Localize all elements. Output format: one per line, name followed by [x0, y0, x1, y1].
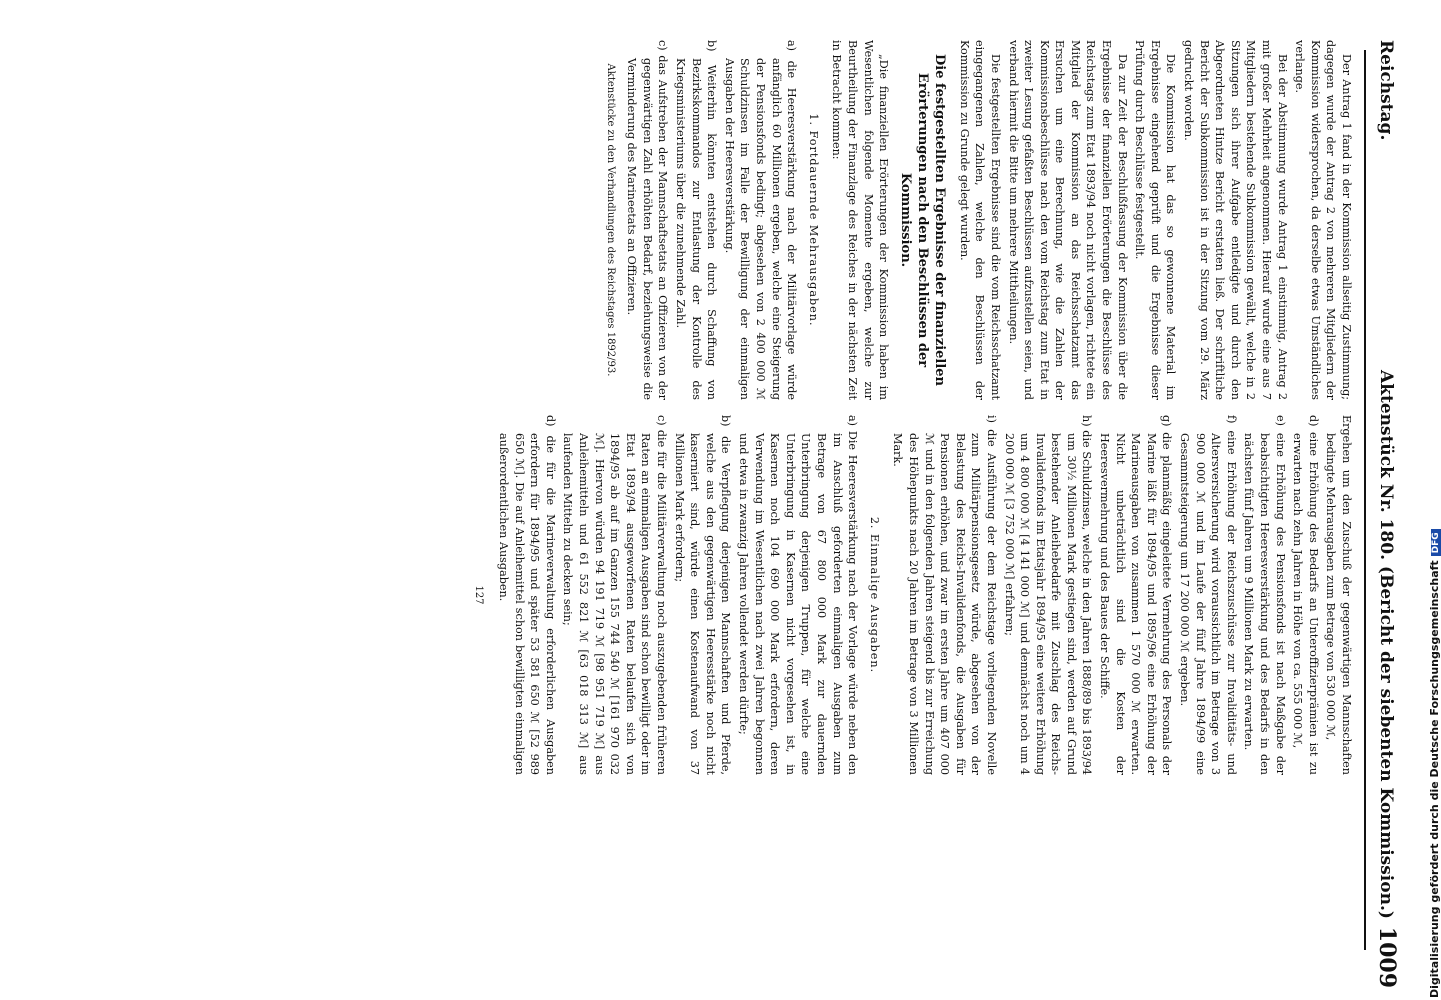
column-left: [234, 40, 1354, 400]
subheading: 2. Einmalige Ausgaben.: [867, 516, 881, 674]
list-item: e) eine Erhöhung des Pensionsfonds ist nach Maßgabe der beabsichtigten Heeresverstärkung und des Bedarfs in den nächsten fünf Jahren um 9 Millionen Mark zu erwarten.: [1242, 415, 1287, 775]
list-item: a) Die Heeresverstärkung nach der Vorlage würde neben den im Anschluß geforderten einmaligen Ausgaben zum Betrage von 67 800 000 Mark zur dauernden Unterbringung derjenigen Truppen, für welche eine Unterbringung in Kasernen nicht vorgesehen ist, in Kasernen noch 104 690 000 Mark erfordern, deren Verwendung im Wesentlichen nach zwei Jahren begonnen und etwa in zwanzig Jahren vollendet werden dürfte;: [737, 415, 860, 775]
page-header: [1368, 40, 1402, 988]
list-item: Ergehen um den Zuschuß der gegenwärtigen Mannschaften bedingte Mehrausgaben zum Betrage von 530 000 ℳ,: [1324, 415, 1353, 775]
header-rule: [1364, 50, 1366, 950]
list-item: b) Weiterhin könnten entstehen durch Schaffung von Bezirkskommandos zur Entlastung der Kontrolle des Kriegsministeriums über die zunehmende Zahl.: [674, 40, 719, 400]
header-left: Reichstag.: [1376, 40, 1396, 141]
paragraph: Die Kommission hat das so gewonnene Material im Ergebnisse eingehend geprüft und die Ergebnisse dieser Prüfung durch Beschlüsse festgestellt.: [1133, 40, 1178, 400]
page-number: 1009: [1374, 926, 1400, 988]
list-item: c) die für die Militärverwaltung noch auszugebenden früheren Raten an einmaligen Ausgaben sind schon bewilligt oder im Etat 1893/94 ausgeworfenen Raten belaufen sich von 1894/95 ab auf im Ganzen 155 744 540 ℳ [161 970 032 ℳ]. Hiervon würden 94 191 719 ℳ [98 951 719 ℳ] aus Anleihemitteln und 61 552 821 ℳ [63 018 313 ℳ] aus laufenden Mitteln zu decken sein;: [561, 415, 669, 775]
digitization-label: Digitalisierung gefördert durch die Deutsche Forschungsgemeinschaft: [1428, 560, 1441, 998]
list-item: c) das Aufstreben der Mannschaftsetats an Offizieren von der gegenwärtigen Zahl erhöhten Bedarf, beziehungsweise die Verminderung des Marineetats an Offizieren.: [625, 40, 670, 400]
list-item: d) die für die Marineverwaltung erforderlichen Ausgaben erfordern für 1894/95 und später 53 581 650 ℳ [52 989 650 ℳ]. Die auf Anleihemittel schon bewilligten einmaligen außerordentlichen Ausgaben.: [497, 415, 557, 775]
list-item: a) die Heeresverstärkung nach der Militärvorlage würde anfänglich 60 Millionen ergeben, welche eine Steigerung der Pensionsfonds bedingt; abgesehen von 2 400 000 ℳ Schuldzinsen im Falle der Bewilligung der einmaligen Ausgaben der Heeresverstärkung.: [722, 40, 799, 400]
dfg-logo: DFG: [1431, 529, 1441, 556]
column-right: [234, 415, 1354, 775]
footer-note: Aktenstücke zu den Verhandlungen des Reichstages 1892/93.: [604, 63, 616, 377]
subheading: 1. Fortdauernde Mehrausgaben.: [806, 113, 820, 327]
list-item: h) die Schuldzinsen, welche in den Jahren 1888/89 bis 1893/94 um 30½ Millionen Mark gestiegen sind, werden auf Grund bestehender Anleihebedarfe mit Zuschlag des Reichs-Invalidenfonds im Etatsjahr 1894/95 eine weitere Erhöhung um 4 800 000 ℳ [4 141 000 ℳ] und demnächst noch um 4 200 000 ℳ [3 752 000 ℳ] erfahren;: [1002, 415, 1094, 775]
list-item: d) eine Erhöhung des Bedarfs an Unteroffizierprämien ist zu erwarten nach zehn Jahren in Höhe von ca. 555 000 ℳ,: [1291, 415, 1320, 775]
header-center: Aktenstück Nr. 180. (Bericht der siebenten Kommission.): [1376, 370, 1396, 919]
list-item: f) eine Erhöhung der Reichszuschüsse zur Invaliditäts- und Altersversicherung wird voraussichtlich im Betrage von 3 900 000 ℳ und im Laufe der fünf Jahre 1894/99 eine Gesammtsteigerung um 17 200 000 ℳ ergeben.: [1178, 415, 1238, 775]
paragraph: Die festgestellten Ergebnisse sind die vom Reichsschatzamt eingegangenen Zahlen, welche den Beschlüssen der Kommission zu Grunde gelegt wurden.: [957, 40, 1002, 400]
signature-number: 127: [472, 585, 484, 605]
digitization-text: [1428, 18, 1441, 998]
digitization-note: [1414, 0, 1441, 1000]
list-item: g) die planmäßig eingeleitete Vermehrung des Personals der Marine läßt für 1894/95 und 1895/96 eine Erhöhung der Marineausgaben von zusammen 1 570 000 ℳ erwarten. Nicht unbeträchtlich sind die Kosten der Heeresvermehrung und des Baues der Schiffe.: [1098, 415, 1174, 775]
list-item: i) die Ausführung der dem Reichstage vorliegenden Novelle zum Militärpensionsgesetz würde, abgesehen von der Belastung des Reichs-Invalidenfonds, die Ausgaben für Pensionen erhöhen, und zwar im ersten Jahre um 407 000 ℳ und in den folgenden Jahren steigend bis zur Erreichung des Höhepunkts nach 20 Jahren im Betrage von 3 Millionen Mark.: [891, 415, 998, 775]
paragraph: Der Antrag 1 fand in der Kommission allseitig Zustimmung; dagegen wurde der Antrag 2 von mehreren Mitgliedern der Kommission widersprochen, da derselbe etwas Umständliches verlange.: [1293, 40, 1353, 400]
list-item: b) die Verpflegung derjenigen Mannschaften und Pferde, welche aus den gegenwärtigen Heeresstärke noch nicht kaserniert sind, würde einen Kostenaufwand von 37 Millionen Mark erfordern;: [672, 415, 733, 775]
section-heading: Die festgestellten Ergebnisse der finanziellen Erörterungen nach den Beschlüssen der Kommission.: [898, 53, 948, 387]
paragraph: Da zur Zeit der Beschlußfassung der Kommission über die Ergebnisse der finanziellen Erörterungen die Beschlüsse des Reichstags zum Etat 1893/94 noch nicht vorlagen, richtete ein Mitglied der Kommission an das Reichsschatzamt das Ersuchen um eine Berechnung, wie die Zahlen der Kommissionsbeschlüsse nach den vom Reichstag zum Etat in zweiter Lesung gefaßten Beschlüssen aufzustellen seien, und verband hiermit die Bitte um mehrere Mittheilungen.: [1006, 40, 1129, 400]
paragraph: Bei der Abstimmung wurde Antrag 1 einstimmig, Antrag 2 mit großer Mehrheit angenommen. Hierauf wurde eine aus 7 Mitgliedern bestehende Subkommission gewählt, welche in 2 Sitzungen sich ihrer Aufgabe entledigte und durch den Abgeordneten Hintze Bericht erstatten ließ. Der schriftliche Bericht der Subkommission ist in der Sitzung vom 29. März gedruckt worden.: [1182, 40, 1289, 400]
paragraph: „Die finanziellen Erörterungen der Kommission haben im Wesentlichen folgende Momente ergeben, welche zur Beurtheilung der Finanzlage des Reiches in der nächsten Zeit in Betracht kommen:: [830, 40, 891, 400]
